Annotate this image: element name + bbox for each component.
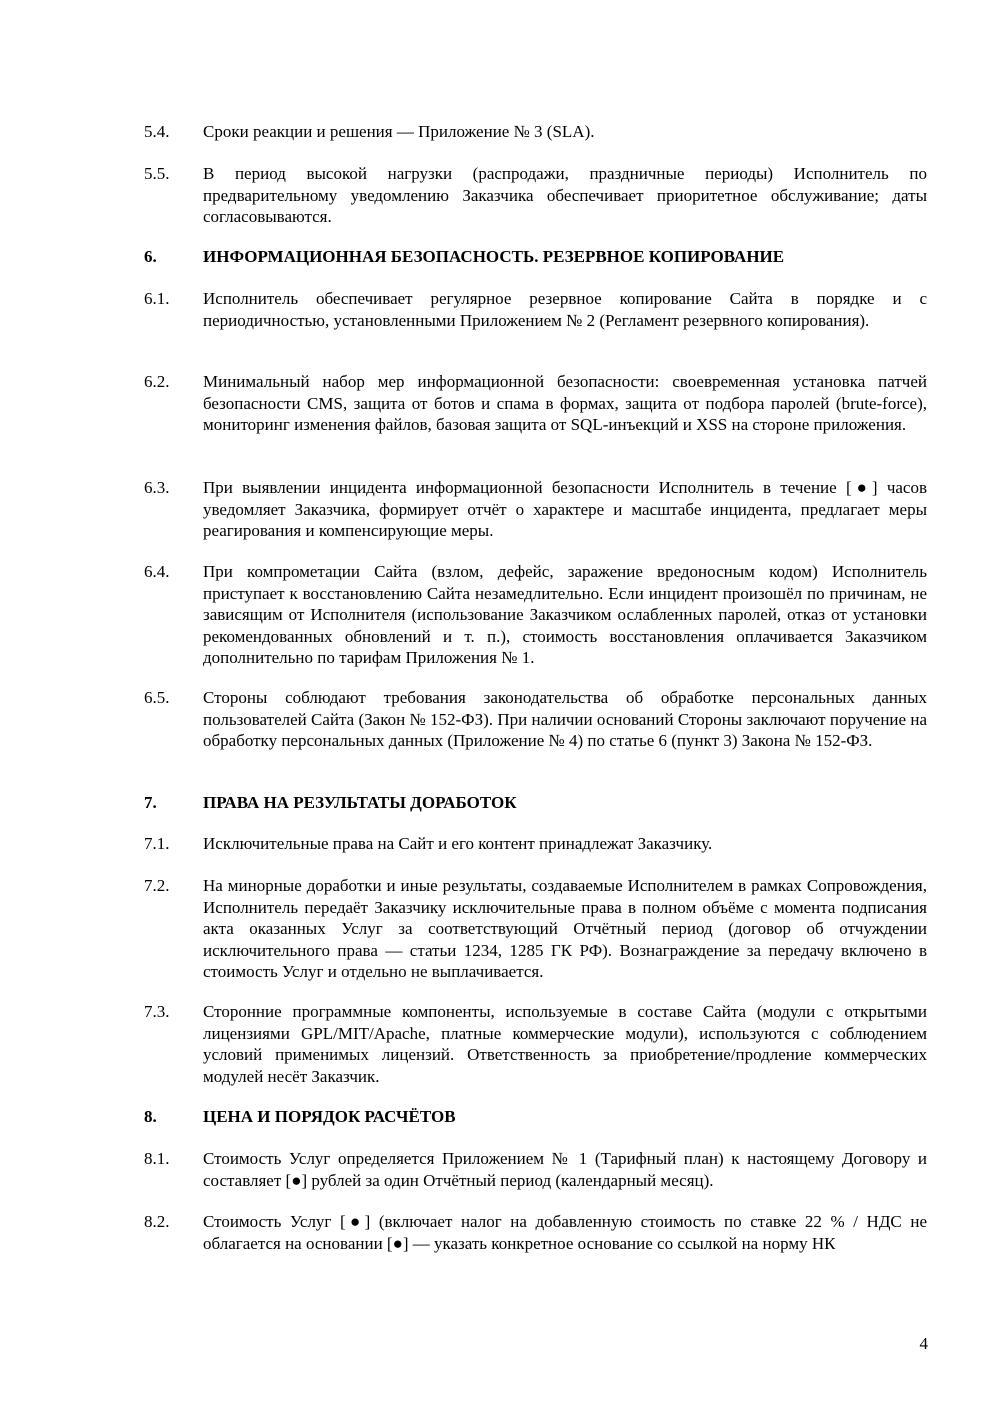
clause-text: Исключительные права на Сайт и его контент принадлежат Заказчику.	[203, 834, 713, 853]
clause-text: В период высокой нагрузки (распродажи, праздничные периоды) Исполнитель по предварительному уведомлению Заказчика обеспечивает приоритетное обслуживание; даты согласовываются.	[203, 164, 927, 226]
clause-number: 5.5.	[144, 164, 170, 183]
section-number: 8.	[144, 1107, 157, 1126]
clause-text: На минорные доработки и иные результаты, создаваемые Исполнителем в рамках Сопровождения, Исполнитель передаёт Заказчику исключительные права в полном объёме с момента подписания акта оказанных Услуг за соответствующий Отчётный период (договор об отчуждении исключительного права — статьи 1234, 1285 ГК РФ). Вознаграждение за передачу включено в стоимость Услуг и отдельно не выплачивается.	[203, 876, 927, 981]
clause-number: 6.1.	[144, 289, 170, 308]
clause-number: 6.5.	[144, 688, 170, 707]
section-number: 7.	[144, 793, 157, 812]
section-title: ПРАВА НА РЕЗУЛЬТАТЫ ДОРАБОТОК	[203, 793, 517, 812]
clause-text: Минимальный набор мер информационной безопасности: своевременная установка патчей безопасности CMS, защита от ботов и спама в формах, защита от подбора паролей (brute-force), мониторинг изменения файлов, базовая защита от SQL-инъекций и XSS на стороне приложения.	[203, 372, 927, 434]
clause-number: 7.3.	[144, 1002, 170, 1021]
clause-number: 6.3.	[144, 478, 170, 497]
clause-text: Стоимость Услуг определяется Приложением № 1 (Тарифный план) к настоящему Договору и составляет [●] рублей за один Отчётный период (календарный месяц).	[203, 1149, 927, 1190]
clause-number: 6.4.	[144, 562, 170, 581]
clause-number: 5.4.	[144, 122, 170, 141]
page-number: 4	[919, 1334, 928, 1353]
clause-text: Исполнитель обеспечивает регулярное резервное копирование Сайта в порядке и с периодичностью, установленными Приложением № 2 (Регламент резервного копирования).	[203, 289, 927, 330]
clause-number: 8.2.	[144, 1212, 170, 1231]
clause-text: При компрометации Сайта (взлом, дефейс, заражение вредоносным кодом) Исполнитель приступает к восстановлению Сайта незамедлительно. Если инцидент произошёл по причинам, не зависящим от Исполнителя (использование Заказчиком ослабленных паролей, отказ от установки рекомендованных обновлений и т. п.), стоимость восстановления оплачивается Заказчиком дополнительно по тарифам Приложения № 1.	[203, 562, 927, 667]
clause-number: 6.2.	[144, 372, 170, 391]
clause-number: 7.1.	[144, 834, 170, 853]
clause-text: Сроки реакции и решения — Приложение № 3 (SLA).	[203, 122, 595, 141]
clause-text: Сторонние программные компоненты, используемые в составе Сайта (модули с открытыми лицензиями GPL/MIT/Apache, платные коммерческие модули), используются с соблюдением условий применимых лицензий. Ответственность за приобретение/продление коммерческих модулей несёт Заказчик.	[203, 1002, 927, 1086]
section-title: ЦЕНА И ПОРЯДОК РАСЧЁТОВ	[203, 1107, 456, 1126]
clause-text: При выявлении инцидента информационной безопасности Исполнитель в течение [●] часов уведомляет Заказчика, формирует отчёт о характере и масштабе инцидента, предлагает меры реагирования и компенсирующие меры.	[203, 478, 927, 540]
clause-number: 8.1.	[144, 1149, 170, 1168]
clause-text: Стоимость Услуг [●] (включает налог на добавленную стоимость по ставке 22 % / НДС не облагается на основании [●] — указать конкретное основание со ссылкой на норму НК	[203, 1212, 927, 1253]
section-number: 6.	[144, 247, 157, 266]
clause-number: 7.2.	[144, 876, 170, 895]
section-title: ИНФОРМАЦИОННАЯ БЕЗОПАСНОСТЬ. РЕЗЕРВНОЕ КОПИРОВАНИЕ	[203, 247, 785, 266]
clause-text: Стороны соблюдают требования законодательства об обработке персональных данных пользователей Сайта (Закон № 152-ФЗ). При наличии оснований Стороны заключают поручение на обработку персональных данных (Приложение № 4) по статье 6 (пункт 3) Закона № 152-ФЗ.	[203, 688, 927, 750]
